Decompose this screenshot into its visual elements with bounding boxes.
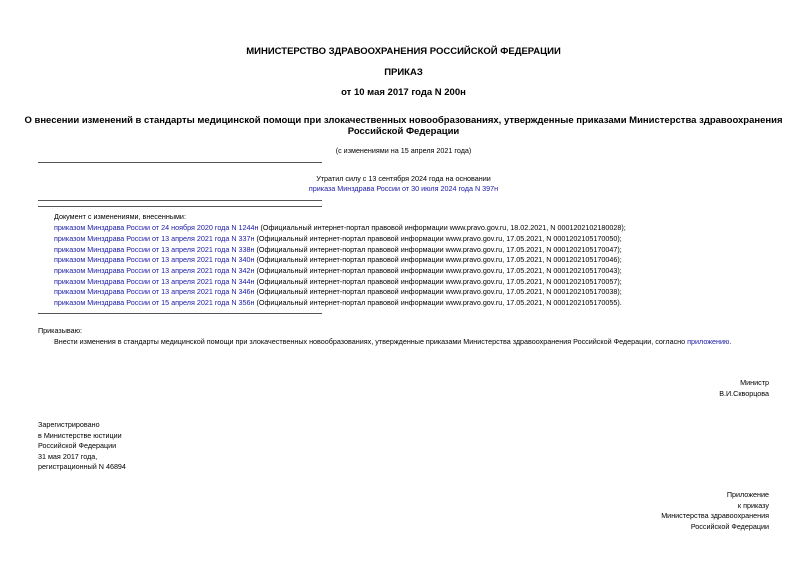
change-item: [54, 223, 626, 232]
divider: [38, 313, 322, 314]
change-source: (Официальный интернет-портал правовой информации www.pravo.gov.ru, 18.02.2021, N 0001202102180028);: [258, 223, 626, 232]
appendix-block: [661, 490, 769, 532]
change-source: (Официальный интернет-портал правовой информации www.pravo.gov.ru, 17.05.2021, N 0001202105170046);: [254, 255, 622, 264]
ministry-name: МИНИСТЕРСТВО ЗДРАВООХРАНЕНИЯ РОССИЙСКОЙ ФЕДЕРАЦИИ: [246, 46, 561, 57]
change-link[interactable]: приказом Минздрава России от 13 апреля 2021 года N 346н: [54, 287, 255, 296]
registration-line: Зарегистрировано: [38, 420, 100, 429]
registration-line: регистрационный N 46894: [38, 462, 126, 472]
change-link[interactable]: приказом Минздрава России от 15 апреля 2021 года N 356н: [54, 298, 255, 307]
divider: [38, 200, 322, 201]
change-source: (Официальный интернет-портал правовой информации www.pravo.gov.ru, 17.05.2021, N 0001202105170043);: [254, 266, 622, 275]
change-source: (Официальный интернет-портал правовой информации www.pravo.gov.ru, 17.05.2021, N 0001202105170050);: [254, 234, 622, 243]
divider: [38, 162, 322, 163]
appendix-line: к приказу: [737, 500, 769, 510]
changes-intro: Документ с изменениями, внесенными:: [54, 212, 186, 221]
registration-line: Российской Федерации: [38, 441, 117, 451]
order-text: [54, 337, 731, 348]
change-item: [54, 255, 622, 264]
change-source: (Официальный интернет-портал правовой информации www.pravo.gov.ru, 17.05.2021, N 0001202105170038);: [254, 287, 622, 296]
doc-title-line2: Российской Федерации: [347, 126, 460, 137]
registration-line: 31 мая 2017 года,: [38, 451, 98, 461]
doc-title-line1: О внесении изменений в стандарты медицинской помощи при злокачественных новообразованиях, утвержденные приказами Министерства здравоохранения: [24, 115, 783, 126]
invalid-note: Утратил силу с 13 сентября 2024 года на основании: [316, 174, 491, 183]
appendix-line: Российской Федерации: [690, 521, 769, 531]
change-link[interactable]: приказом Минздрава России от 13 апреля 2021 года N 338н: [54, 245, 255, 254]
change-link[interactable]: приказом Минздрава России от 24 ноября 2020 года N 1244н: [54, 223, 259, 232]
change-link[interactable]: приказом Минздрава России от 13 апреля 2021 года N 337н: [54, 234, 255, 243]
appendix-line: Приложение: [726, 490, 769, 499]
change-source: (Официальный интернет-портал правовой информации www.pravo.gov.ru, 17.05.2021, N 0001202105170057);: [254, 277, 622, 286]
doc-date-number: от 10 мая 2017 года N 200н: [341, 87, 466, 98]
change-item: [54, 277, 622, 286]
signature-position: Министр: [740, 378, 769, 387]
change-link[interactable]: приказом Минздрава России от 13 апреля 2021 года N 342н: [54, 266, 255, 275]
doc-type: ПРИКАЗ: [384, 67, 423, 78]
change-link[interactable]: приказом Минздрава России от 13 апреля 2021 года N 344н: [54, 277, 255, 286]
change-source: (Официальный интернет-портал правовой информации www.pravo.gov.ru, 17.05.2021, N 0001202105170047);: [254, 245, 622, 254]
order-body: Внести изменения в стандарты медицинской помощи при злокачественных новообразованиях, утвержденные приказами Министерства здравоохранения Российской Федерации, согласно: [54, 337, 688, 346]
change-link[interactable]: приказом Минздрава России от 13 апреля 2021 года N 340н: [54, 255, 255, 264]
edition-note: (с изменениями на 15 апреля 2021 года): [335, 146, 472, 155]
change-item: [54, 298, 622, 307]
appendix-line: Министерства здравоохранения: [661, 511, 769, 521]
signature-name: В.И.Скворцова: [719, 389, 769, 398]
invalid-link[interactable]: приказа Минздрава России от 30 июля 2024 года N 397н: [308, 184, 499, 193]
registration-line: в Министерстве юстиции: [38, 430, 122, 440]
change-item: [54, 287, 622, 296]
change-item: [54, 245, 622, 254]
registration-block: [38, 420, 126, 473]
change-item: [54, 266, 622, 275]
order-word: Приказываю:: [38, 326, 82, 335]
change-source: (Официальный интернет-портал правовой информации www.pravo.gov.ru, 17.05.2021, N 0001202105170055).: [254, 298, 622, 307]
order-end: .: [729, 337, 732, 346]
change-item: [54, 234, 622, 243]
divider: [38, 206, 322, 207]
appendix-link[interactable]: приложению: [687, 337, 730, 346]
